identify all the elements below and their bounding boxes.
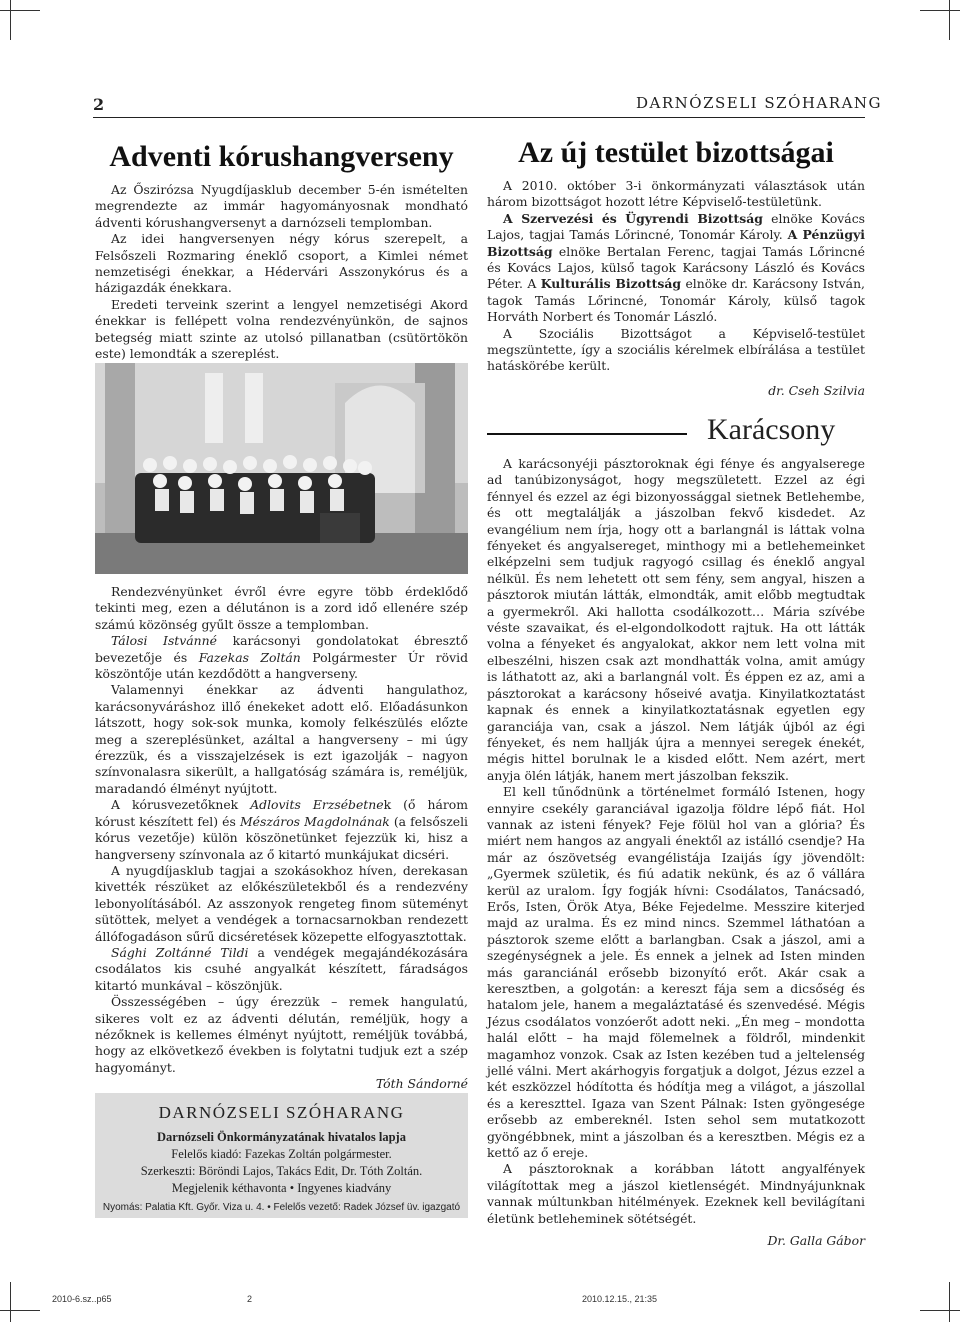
crop-mark (10, 0, 11, 40)
paragraph (487, 211, 865, 326)
text-span: karácsonyi gondolatokat ébresztő bevezetője és (95, 633, 468, 665)
text-span: Polgármester Úr rövid köszöntője után kezdődött a hangverseny. (95, 649, 469, 682)
crop-mark (949, 1282, 950, 1322)
section-rule (487, 433, 687, 435)
header-rule (93, 117, 865, 118)
imprint-line: Darnózseli Önkormányzatának hivatalos lapja (157, 1130, 406, 1144)
crop-mark (0, 1310, 40, 1311)
paragraph: A karácsonyéji pásztoroknak égi fénye és angyalserege ad tanúbizonyságot, hogy megszületett. Ezzel az égi fénnyel és ezzel az égi bizonyossággal sietnek Betlehembe, és ott megtalálják a jászolban fekvő kisdedet. Az evangélium nem írja, hogy ott a barlangnál is láttak volna fényeket és angyalsereget, minthogy mi a betlehemeinket elképzelni sem tudjuk ragyogó csillag és éneklő angyal nélkül. És nem lehetett ott sem fény, sem angyal, hiszen a pásztorok miután látták, elmondták, amit előbb megtudtak a gyermekről. Aki hallotta csodálkozott… Mária szívébe véste szavaikat, és el-elgondolkodott rajtuk. Ha ott látták volna a fényeket és angyalokat, akkor nem lett volna mit elbeszélni, hiszen csak azt mondhatták volna, amit amúgy is láthatott az, aki a barlangnál volt. És éppen ez az, ami a pásztorokat a karácsony hőseivé avatja. Kinyilatkoztatást kapnak és ennek a kinyilatkoztatásnak egyetlen egy garanciája van, csak a jászol. Nem látják újból az égi fényeket, és nem hallják újra a mennyei seregek énekét, mégis hittel borulnak le a kisded előtt. Nem azért, mert anyja ölén látják, hanem mert jászolban fekszik. (487, 456, 865, 783)
person-name: Fazekas Zoltán (198, 649, 301, 665)
imprint-line: Megjelenik kéthavonta • Ingyenes kiadvány (171, 1181, 392, 1195)
person-name: Sághi Zoltánné Tildi (111, 944, 249, 960)
footer-file: 2010-6.sz..p65 (52, 1294, 112, 1304)
left-article-top (95, 140, 468, 362)
committee-name: A Szervezési és Ügyrendi Bizottság (503, 210, 763, 226)
page-number: 2 (93, 95, 105, 114)
masthead: DARNÓZSELI SZÓHARANG (636, 94, 883, 112)
paragraph: A nyugdíjasklub tagjai a szokásokhoz híven, derekasan kivették részüket az előkészületekből és a rendezvény lebonyolításából. Az asszonyok rengeteg finom süteményt sütöttek, melyet a vendégek a tornacsarnokban rendezett állófogadáson sűrű dicséretések közepette elfogyasztottak. (95, 862, 468, 944)
text-span: elnöke Bertalan Ferenc, tagjai Tamás Lőrincné és Kovács Lajos, külső tagok Karácsony László és Kovács Péter. A (487, 243, 865, 292)
text-span: A kórusvezetőknek (111, 797, 251, 813)
crop-mark (10, 1282, 11, 1322)
left-article-bottom (95, 584, 468, 1093)
text-span: elnöke dr. Karácsony István, tagok Tamás Lőrincné, Tonomár Károly, külső tagok Horváth Norbert és Tonomár László. (487, 276, 865, 325)
paragraph (95, 797, 468, 863)
imprint-box (95, 1093, 468, 1218)
choir-photo (95, 363, 468, 574)
paragraph: Valamennyi énekkar az ádventi hangulathoz, karácsonyváráshoz illő énekeket adott elő. Előadásunkon látszott, hogy sok-sok munka, komoly felkészülés előzte meg a szereplésünket, azáltal a hangverseny – mi úgy érezzük, és a visszajelzések is ezt igazolják – nagyon színvonalasra sikerült, a hallgatóság számára is, reméljük, maradandó élményt nyújtott. (95, 682, 468, 796)
text-span: elnöke Kovács Lajos, tagjai Tamás Lőrincné, Tonomár Károly. (487, 210, 865, 243)
paragraph: Összességében – úgy érezzük – remek hangulatú, sikeres volt ez az ádventi délután, reméljük, hogy a nézőknek is kellemes élményt nyújtott, reméljük továbbá, hogy az elkövetkező években is folytatni tudjuk ezt a szép hagyományt. (95, 994, 468, 1075)
crop-mark (949, 0, 950, 40)
imprint-line: Nyomás: Palatia Kft. Győr. Viza u. 4. • Felelős vezető: Radek József üv. igazgató (102, 1202, 461, 1213)
paragraph: Eredeti terveink szerint a lengyel nemzetiségi Akord énekkar is fellépett volna rendezvényünkön, de sajnos betegség miatt szinte az utolsó pillanatban (csütörtökön este) lemondták a szereplést. (95, 296, 468, 362)
footer-page: 2 (247, 1294, 253, 1304)
imprint-line: Felelős kiadó: Fazekas Zoltán polgármester. (171, 1147, 392, 1161)
imprint-line: Szerkeszti: Böröndi Lajos, Takács Edit, Dr. Tóth Zoltán. (140, 1164, 423, 1178)
text-span: a vendégek megajándékozására csodálatos kis csuhé angyalkát készített, fáradságos kitartó munkával – köszönjük. (95, 944, 468, 993)
committee-name: Kulturális Bizottság (540, 276, 682, 292)
crop-mark (920, 10, 960, 11)
paragraph: Az Őszirózsa Nyugdíjasklub december 5-én ismételten megrendezte az immár hagyományosnak mondható ádventi kórushangversenyt a darnózseli templomban. (95, 182, 468, 230)
signature: dr. Cseh Szilvia (768, 382, 865, 398)
person-name: Mészáros Magdolnának (239, 813, 390, 829)
paragraph: A pásztoroknak a korábban látott angyalfények világítottak meg a jászol kietlenségét. Mindnyájunknak vannak múltunkban hitélmények. Ezeknek kell bevilágítani életünk betleheminek sötétségét. (487, 1161, 865, 1226)
crop-mark (920, 1310, 960, 1311)
paragraph (95, 945, 468, 994)
signature: Dr. Galla Gábor (767, 1233, 865, 1249)
paragraph: A Szociális Bizottságot a Képviselő-testület megszüntette, így a szociális kérelmek elbírálása a testület hatáskörébe került. (487, 325, 865, 374)
crop-mark (0, 10, 40, 11)
footer-date: 2010.12.15., 21:35 (582, 1294, 658, 1304)
paragraph: El kell tűnődnünk a történelmet formáló Istenen, hogy ennyire csekély garanciával igazolja földre lépő fiát. Hol vannak az isteni fények? Feje fölül hol van a glória? És miért nem hangos az angyali énektől az istálló csendje? Ha már az ószövetség evangélistája Izaijás így jövendölt: „Gyermek születik, és fiú adatik nekünk, és az ő vállára kerül az uralom. Így fogják hívni: Csodálatos, Tanácsadó, Erős, Isten, Örök Atya, Béke Fejedelme. Messzire kiterjed majd az uralma. És ez mind nincs. Szemmel láthatóan a pásztorok szeme előtt a barlangban. Csak a jászol, ami a szegénységnek a jele. És ennek a jelnek ad Isten minden más garanciánál erősebb bizonyító erőt. Akár csak a keresztben, a golgotán: a kereszt fája sem a dicsőség és hatalom jele, hanem a megaláztatásé és szenvedésé. Mégis Jézus csodálatos vonzóerőt adott neki. „Én meg – mondotta halál előtt – ha majd fölemelnek a földről, mindenkit magamhoz vonzok. Csak az Isten kezében tud a jeltelenség jellé válni. Mert akárhogyis forgatjuk a dolgot, Jézus ezzel a két eszközzel hódította és hódítja meg a világot, a jászollal és a kereszttel. Igaza van Szent Pálnak: Isten gyöngesége erősebb az embereknél. Isten sehol sem mutatkozott gyöngébbnek, mint a jászolban és a keresztben. Mégis ez a kettő az ő ereje. (487, 784, 865, 1161)
text-span: k (ő három kórust készített fel) és (95, 797, 468, 829)
person-name: Adlovits Erzsébetne (250, 797, 384, 813)
paragraph: Rendezvényünket évről évre egyre több érdeklődő tekinti meg, ezen a délutánon is a zord idő ellenére szép számú közönség gyűlt össze a templomban. (95, 584, 468, 632)
article-title-committees: Az új testület bizottságai (518, 136, 834, 169)
paragraph: A 2010. október 3-i önkormányzati választások után három bizottságot hozott létre Képviselő-testületünk. (487, 178, 865, 210)
committee-name: A Pénzügyi Bizottság (487, 227, 865, 259)
imprint-title: DARNÓZSELI SZÓHARANG (158, 1103, 405, 1122)
text-span: (a felsőszeli kórus vezetője) külön köszönetünket fejezzük ki, hisz a hangverseny színvonala az ő kitartó munkájukat dicséri. (95, 813, 468, 862)
right-article-bottom (487, 456, 865, 1250)
person-name: Tálosi Istvánné (111, 633, 217, 649)
right-article-top (487, 136, 865, 399)
article-title-christmas: Karácsony (707, 413, 836, 446)
signature: Tóth Sándorné (375, 1076, 468, 1092)
paragraph: Az idei hangversenyen négy kórus szerepelt, a Felsőszeli Rozmaring éneklő csoport, a Kimlei német nemzetiségi énekkar, a Hédervári Asszonykórus és a házigazdák énekkara. (95, 231, 468, 296)
paragraph (95, 633, 468, 682)
article-title-advent: Adventi kórushangverseny (109, 140, 454, 173)
